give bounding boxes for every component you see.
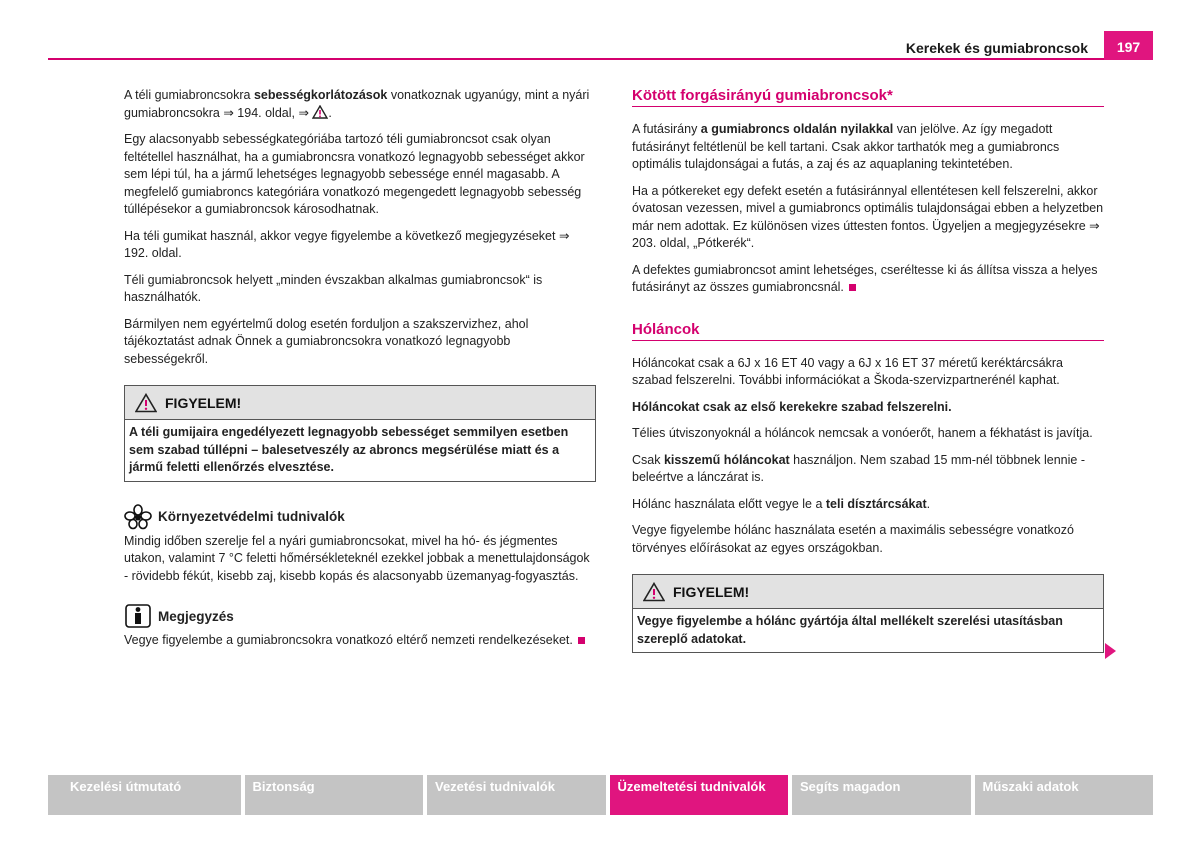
tab-muszaki-adatok[interactable]: Műszaki adatok — [975, 775, 1154, 815]
paragraph: Egy alacsonyabb sebességkategóriába tartozó téli gumiabroncsot csak olyan feltétellel használhat, ha a gumiabroncsra vonatkozó legnagyobb sebességet akkor sem lépi túl, ha a jármű lehetséges legnagyobb sebessége ennél magasabb. A megfelelő gumiabroncs kategóriára vonatkozó megengedett legnagyobb sebesség túllépésekor a gumiabroncsok károsodhatnak. — [124, 132, 585, 216]
warning-text: Vegye figyelembe a hólánc gyártója által mellékelt szerelési utasításban szereplő adatokat. — [637, 614, 1063, 646]
paragraph: Csak kisszemű hóláncokat használjon. Nem szabad 15 mm-nél többnek lennie - beleértve a lánczárat is. — [632, 452, 1086, 484]
footer-nav — [48, 775, 1153, 815]
next-page-arrow-icon[interactable] — [1105, 643, 1116, 659]
page-title: Kerekek és gumiabroncsok — [905, 40, 1088, 56]
tab-kezelesi-utmutato[interactable]: Kezelési útmutató — [48, 775, 241, 815]
paragraph: Bármilyen nem egyértelmű dolog esetén forduljon a szakszervizhez, ahol tájékoztatást adnak Önnek a gumiabroncsokra vonatkozó legnagyobb sebességekről. — [124, 316, 529, 366]
warning-icon — [643, 582, 665, 602]
environment-title: Környezetvédelmi tudnivalók — [158, 509, 345, 524]
note-text: Vegye figyelembe a gumiabroncsokra vonatkozó eltérő nemzeti rendelkezéseket. — [124, 632, 596, 650]
end-marker-icon — [849, 284, 856, 291]
environment-text: Mindig időben szerelje fel a nyári gumiabroncsokat, mivel ha hó- és jégmentes utakon, valamint 7 °C feletti hőmérsékleteknél ezekkel jobbak a menettulajdonságok - rövidebb fékút, kisebb zaj, kisebb kopás és alacsonyabb üzemanyag-fogyasztás. — [124, 533, 590, 583]
paragraph: Hóláncokat csak az első kerekekre szabad felszerelni. — [632, 399, 952, 414]
warning-text: A téli gumijaira engedélyezett legnagyobb sebességet semmilyen esetben sem szabad túllépni – balesetveszély az abroncs megsérülése miatt és a jármű feletti ellenőrzés elvesztése. — [129, 425, 569, 474]
warning-box — [632, 574, 1104, 653]
paragraph: Vegye figyelembe hólánc használata esetén a maximális sebességre vonatkozó törvényes előírásokat az egyes országokban. — [632, 523, 1074, 555]
paragraph: A futásirány a gumiabroncs oldalán nyilakkal van jelölve. Az így megadott futásirányt feltétlenül be kell tartani. Csak akkor tarthatók meg a gumiabroncs optimális tulajdonságai a futás, a zaj és az aquaplaning tekintetében. — [632, 122, 1060, 171]
paragraph: Ha téli gumikat használ, akkor vegye figyelembe a következő megjegyzéseket ⇒ 192. oldal. — [124, 228, 570, 260]
left-column — [124, 87, 596, 650]
warning-title: FIGYELEM! — [165, 394, 242, 411]
page-number: 197 — [1104, 31, 1153, 60]
paragraph: Télies útviszonyoknál a hóláncok nemcsak a vonóerőt, hanem a fékhatást is javítja. — [632, 426, 1093, 440]
environment-heading — [124, 504, 596, 530]
section-title-directional-tyres: Kötött forgásirányú gumiabroncsok* — [632, 87, 1104, 107]
tab-vezetesi-tudnivalok[interactable]: Vezetési tudnivalók — [427, 775, 606, 815]
note-title: Megjegyzés — [158, 608, 234, 624]
warning-icon — [312, 105, 328, 119]
warning-title: FIGYELEM! — [673, 583, 750, 600]
paragraph: A téli gumiabroncsokra sebességkorlátozások vonatkoznak ugyanúgy, mint a nyári gumiabroncsokra ⇒ 194. oldal, ⇒ . — [124, 88, 590, 120]
tab-segits-magadon[interactable]: Segíts magadon — [792, 775, 971, 815]
warning-header — [633, 575, 1103, 609]
warning-box — [124, 385, 596, 482]
tab-uzemeltetesi-tudnivalok[interactable]: Üzemeltetési tudnivalók — [610, 775, 789, 815]
paragraph: Ha a pótkereket egy defekt esetén a futásiránnyal ellentétesen kell felszerelni, akkor óvatosan vezessen, mivel a gumiabroncs optimális tulajdonságai ebben a helyzetben már nem adottak. Ez különösen vizes úttesten fontos. Ügyeljen a megjegyzésekre ⇒ 203. oldal, „Pótkerék“. — [632, 183, 1104, 250]
warning-header — [125, 386, 595, 420]
paragraph: Téli gumiabroncsok helyett „minden évszakban alkalmas gumiabroncsok“ is használhatók. — [124, 272, 543, 304]
tab-biztonsag[interactable]: Biztonság — [245, 775, 424, 815]
note-heading — [124, 603, 596, 629]
paragraph: Hólánc használata előtt vegye le a teli dísztárcsákat. — [632, 496, 931, 511]
header-rule — [48, 58, 1153, 60]
end-marker-icon — [578, 637, 585, 644]
info-icon — [124, 603, 152, 629]
paragraph: Hóláncokat csak a 6J x 16 ET 40 vagy a 6J x 16 ET 37 méretű keréktárcsákra szabad felszerelni. További információkat a Škoda-szervizpartnerénél kaphat. — [632, 355, 1063, 387]
right-column — [632, 87, 1104, 653]
warning-icon — [135, 393, 157, 413]
paragraph: A defektes gumiabroncsot amint lehetséges, cseréltesse ki ás állítsa vissza a helyes futásirányt az összes gumiabroncsnál. — [632, 262, 1098, 294]
flower-icon — [124, 504, 152, 530]
section-title-snow-chains: Hóláncok — [632, 321, 1104, 341]
